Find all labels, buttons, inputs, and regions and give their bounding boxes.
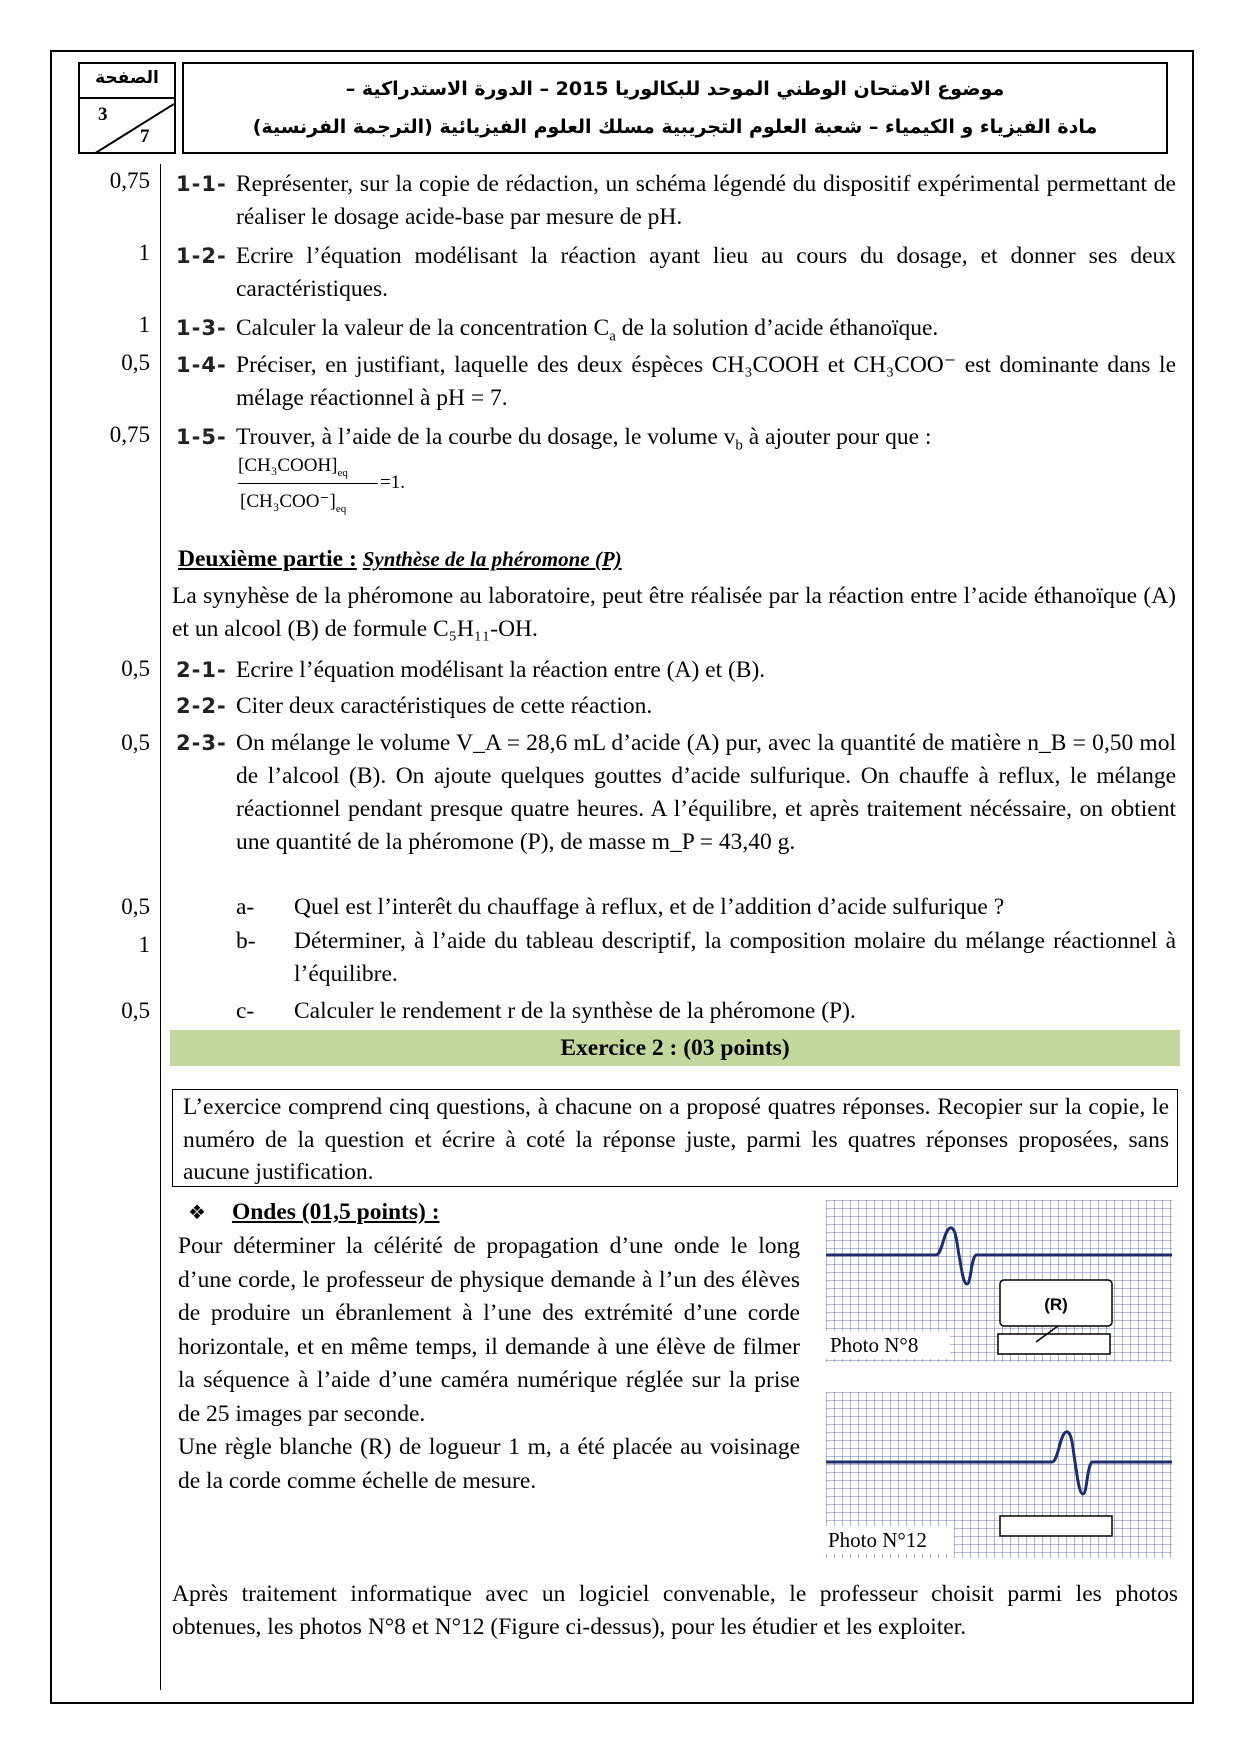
photo-8 [826,1200,1172,1362]
q22-text: Citer deux caractéristiques de cette réaction. [236,693,653,719]
q23c-label: c- [236,998,255,1024]
wave-paragraph: Pour déterminer la célérité de propagation d’une onde le long d’une corde, le professeur de physique demande à l’un des élèves de produire un ébranlement à l’une des extrémité d’une corde horizontale, et en même temps, il demande à une élève de filmer la séquence à l’aide d’une caméra numérique réglée sur la prise de 25 images par seconde. Une règle blanche (R) de logueur 1 m, a été placée au voisinage de la corde comme échelle de mesure. [178,1233,800,1494]
q22-number: 2-2- [176,694,227,718]
q23a-text: Quel est l’interêt du chauffage à reflux, et de l’addition d’acide sulfurique ? [294,894,1005,920]
part2-intro: La synyhèse de la phéromone au laboratoire, peut être réalisée par la réaction entre l’acide éthanoïque (A) et un alcool (B) de formule C₅H₁₁-OH. [172,583,1176,642]
q13-text: Calculer la valeur de la concentration $C_a$ de la solution d’acide éthanoïque. [236,315,939,345]
points-q23c: 0,5 [121,998,150,1023]
header-line-1: موضوع الامتحان الوطني الموحد للبكالوريا 2015 – الدورة الاستدراكية – [345,78,1005,100]
q13-number: 1-3- [176,316,227,340]
header-line-2: مادة الفيزياء و الكيمياء – شعبة العلوم التجريبية مسلك العلوم الفيزيائية (الترجمة الفرنسية) [252,116,1098,138]
frac-denominator: [CH₃COO⁻] [240,491,336,512]
points-q13: 1 [138,312,150,337]
photo8-caption: Photo N°8 [830,1333,919,1357]
ruler-label: (R) [1044,1295,1068,1314]
margin-rule [160,164,161,1690]
q21-text: Ecrire l’équation modélisant la réaction entre (A) et (B). [236,657,766,683]
q23-number: 2-3- [176,731,227,755]
q23c-text: Calculer le rendement r de la synthèse de la phéromone (P). [294,998,856,1024]
page-number-box [78,62,176,154]
points-q21: 0,5 [121,656,150,681]
q15-text: Trouver, à l’aide de la courbe du dosage, le volume $v_b$ à ajouter pour que : [236,424,932,454]
final-paragraph: Après traitement informatique avec un logiciel convenable, le professeur choisit parmi les photos obtenues, les photos N°8 et N°12 (Figure ci-dessus), pour les étudier et les exploiter. [172,1581,1178,1640]
q12-text: Ecrire l’équation modélisant la réaction ayant lieu au cours du dosage, et donner ses deux caractéristiques. [236,243,1176,302]
q21-number: 2-1- [176,658,227,682]
q23a-label: a- [236,894,255,920]
page-number: 3 [98,104,108,125]
ruler-photo12 [1000,1516,1112,1536]
q11-number: 1-1- [176,172,227,196]
q15-number: 1-5- [176,425,227,449]
q23-text: On mélange le volume V_A = 28,6 mL d’acide (A) pur, avec la quantité de matière n_B = 0,50 mol de l’alcool (B). On ajoute quelques gouttes d’acide sulfurique. On chauffe à reflux, le mélange réactionnel pendant presque quatre heures. A l’équilibre, et après traitement nécéssaire, on obtient une quantité de la phéromone (P), de masse m_P = 43,40 g. [236,730,1176,855]
exam-header [182,62,1168,154]
part2-heading: Deuxième partie : Synthèse de la phéromone (P) [178,546,622,572]
q11-text: Représenter, sur la copie de rédaction, un schéma légendé du dispositif expérimental permettant de réaliser le dosage acide-base par mesure de pH. [236,171,1176,230]
exercise2-instructions: L’exercice comprend cinq questions, à chacune on a proposé quatres réponses. Recopier sur la copie, le numéro de la question et écrire à coté la réponse juste, parmi les quatres réponses proposées, sans aucune justification. [172,1089,1178,1187]
q23b-text: Déterminer, à l’aide du tableau descriptif, la composition molaire du mélange réactionnel à l’équilibre. [294,928,1176,987]
points-q23a: 0,5 [121,894,150,919]
frac-numerator: [CH₃COOH] [238,455,338,476]
q12-number: 1-2- [176,244,227,268]
photo-12 [826,1392,1172,1558]
page-total: 7 [140,126,150,147]
q14-text: Préciser, en justifiant, laquelle des deux éspèces CH₃COOH et CH₃COO⁻ est dominante dans le mélage réactionnel à pH = 7. [236,352,1176,411]
ruler-photo8 [998,1334,1110,1354]
points-q23: 0,5 [121,730,150,755]
points-q23b: 1 [138,932,150,957]
points-q11: 0,75 [109,168,150,193]
q14-number: 1-4- [176,353,227,377]
exercise2-title: Exercice 2 : (03 points) [170,1030,1180,1066]
frac-rhs: =1. [380,472,405,493]
page-label: الصفحة [95,68,159,88]
q23b-label: b- [236,928,256,954]
ondes-heading: ❖ Ondes (01,5 points) : [188,1199,440,1225]
points-q12: 1 [138,240,150,265]
points-q14: 0,5 [121,350,150,375]
diamond-bullet-icon: ❖ [188,1200,206,1224]
photo12-caption: Photo N°12 [828,1528,927,1552]
points-q15: 0,75 [109,422,150,447]
